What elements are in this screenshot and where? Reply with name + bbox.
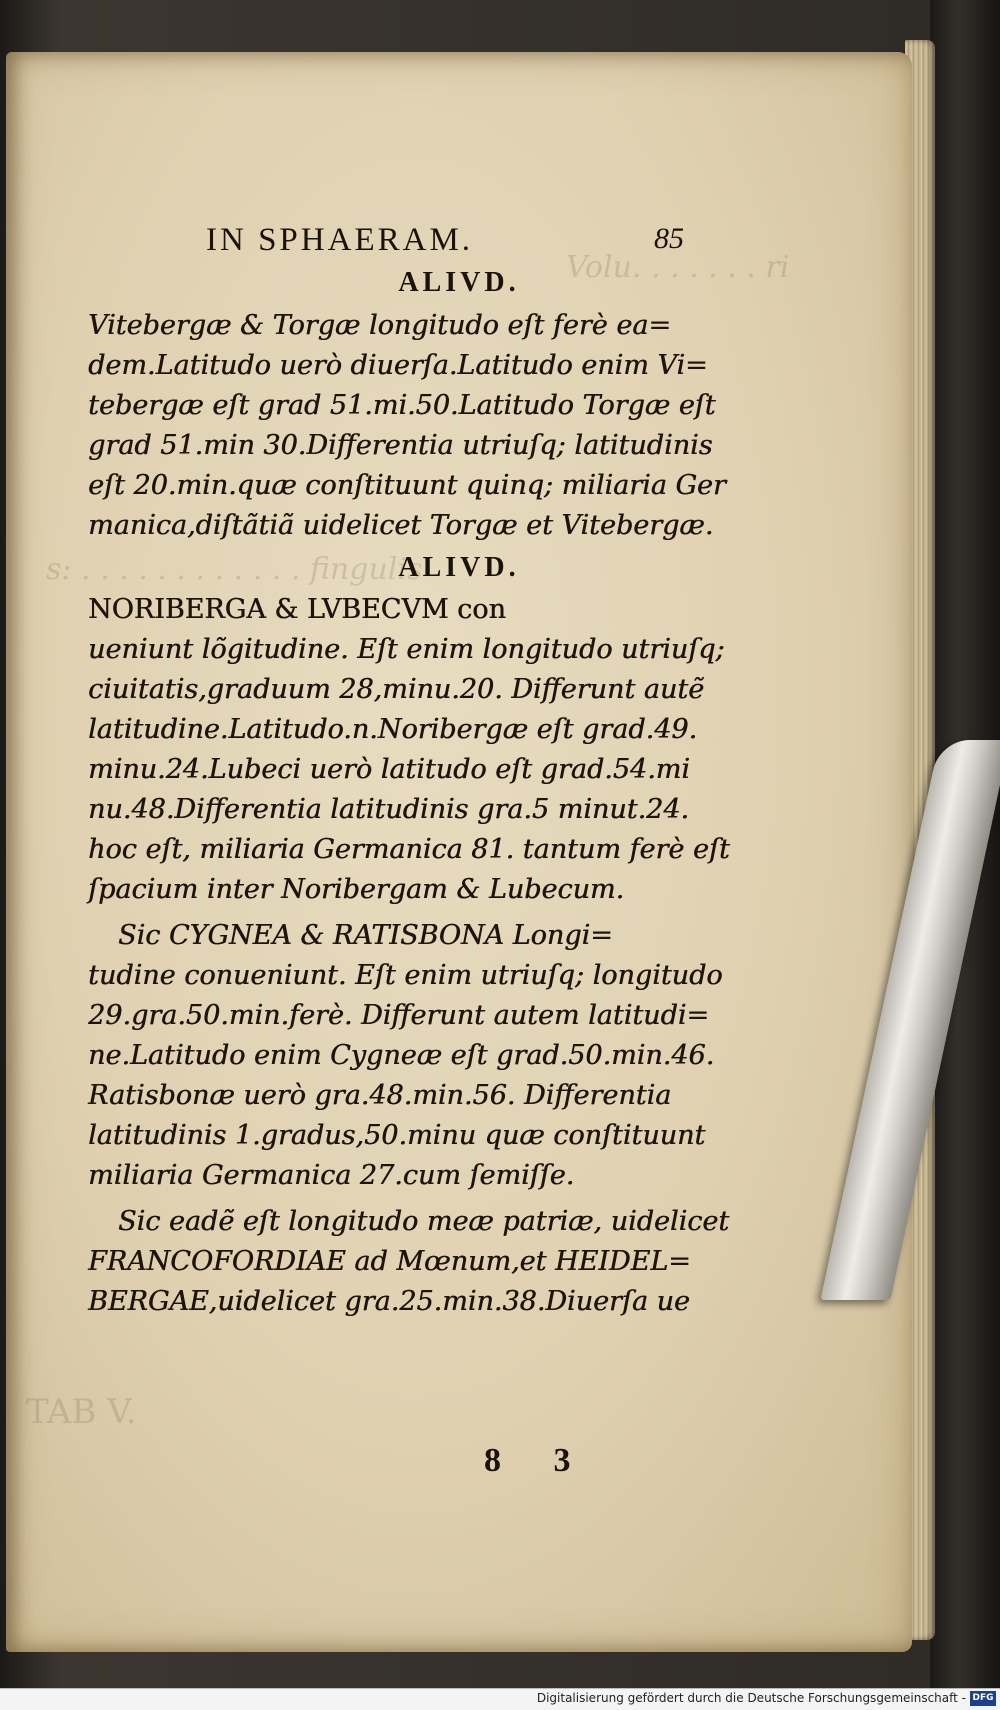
text-line: manica,diſtãtiã uidelicet Torgæ et Vitebergæ.	[88, 510, 714, 541]
text-line: Vitebergæ & Torgæ longitudo eſt ferè ea=	[88, 310, 671, 341]
bleed-through: s: . . . . . . . . . . . . fingulis	[46, 552, 423, 587]
text-line: ſpacium inter Noribergam & Lubecum.	[88, 874, 625, 905]
text-line: eſt 20.min.quæ conſtituunt quinq; miliaria Ger	[88, 470, 726, 501]
text-line: NORIBERGA & LVBECVM con	[88, 594, 506, 625]
text-line: ciuitatis,graduum 28,minu.20. Differunt autẽ	[88, 674, 705, 705]
text-line: hoc eſt, miliaria Germanica 81. tantum ferè eſt	[88, 834, 730, 865]
text-line: grad 51.min 30.Differentia utriuſq; latitudinis	[88, 430, 713, 461]
text-line: latitudinis 1.gradus,50.minu quæ conſtituunt	[88, 1120, 706, 1151]
digitization-footer	[0, 1688, 1000, 1710]
book-page	[6, 52, 912, 1652]
running-header: IN SPHAERAM.	[206, 222, 474, 258]
text-line: latitudine.Latitudo.n.Noribergæ eſt grad.49.	[88, 714, 698, 745]
signature-mark: 8 3	[484, 1442, 593, 1479]
text-line: ne.Latitudo enim Cygneæ eſt grad.50.min.46.	[88, 1040, 715, 1071]
text-line: Sic CYGNEA & RATISBONA Longi=	[118, 920, 613, 951]
text-line: nu.48.Differentia latitudinis gra.5 minut.24.	[88, 794, 689, 825]
text-line: ueniunt lõgitudine. Eſt enim longitudo utriuſq;	[88, 634, 725, 665]
text-line: Ratisbonæ uerò gra.48.min.56. Differentia	[88, 1080, 672, 1111]
bleed-through: TAB V.	[26, 1392, 137, 1432]
footer-credit: Digitalisierung gefördert durch die Deutsche Forschungsgemeinschaft -	[536, 1691, 966, 1705]
text-line: 29.gra.50.min.ferè. Differunt autem latitudi=	[88, 1000, 709, 1031]
section-heading: ALIVD.	[398, 267, 520, 298]
text-line: tudine conueniunt. Eſt enim utriuſq; longitudo	[88, 960, 723, 991]
text-line: minu.24.Lubeci uerò latitudo eſt grad.54.mi	[88, 754, 690, 785]
page-number: 85	[654, 222, 684, 255]
text-line: dem.Latitudo uerò diuerſa.Latitudo enim Vi=	[88, 350, 708, 381]
section-heading: ALIVD.	[398, 552, 520, 583]
bleed-through: Volu. . . . . . . ri	[566, 250, 790, 285]
text-line: Sic eadẽ eſt longitudo meæ patriæ, uidelicet	[118, 1206, 730, 1237]
text-line: BERGAE,uidelicet gra.25.min.38.Diuerſa ue	[88, 1286, 690, 1317]
dfg-logo: DFG	[970, 1691, 996, 1706]
text-line: tebergæ eſt grad 51.mi.50.Latitudo Torgæ eſt	[88, 390, 716, 421]
text-line: miliaria Germanica 27.cum ſemiſſe.	[88, 1160, 575, 1191]
text-line: FRANCOFORDIAE ad Mœnum,et HEIDEL=	[88, 1246, 691, 1277]
